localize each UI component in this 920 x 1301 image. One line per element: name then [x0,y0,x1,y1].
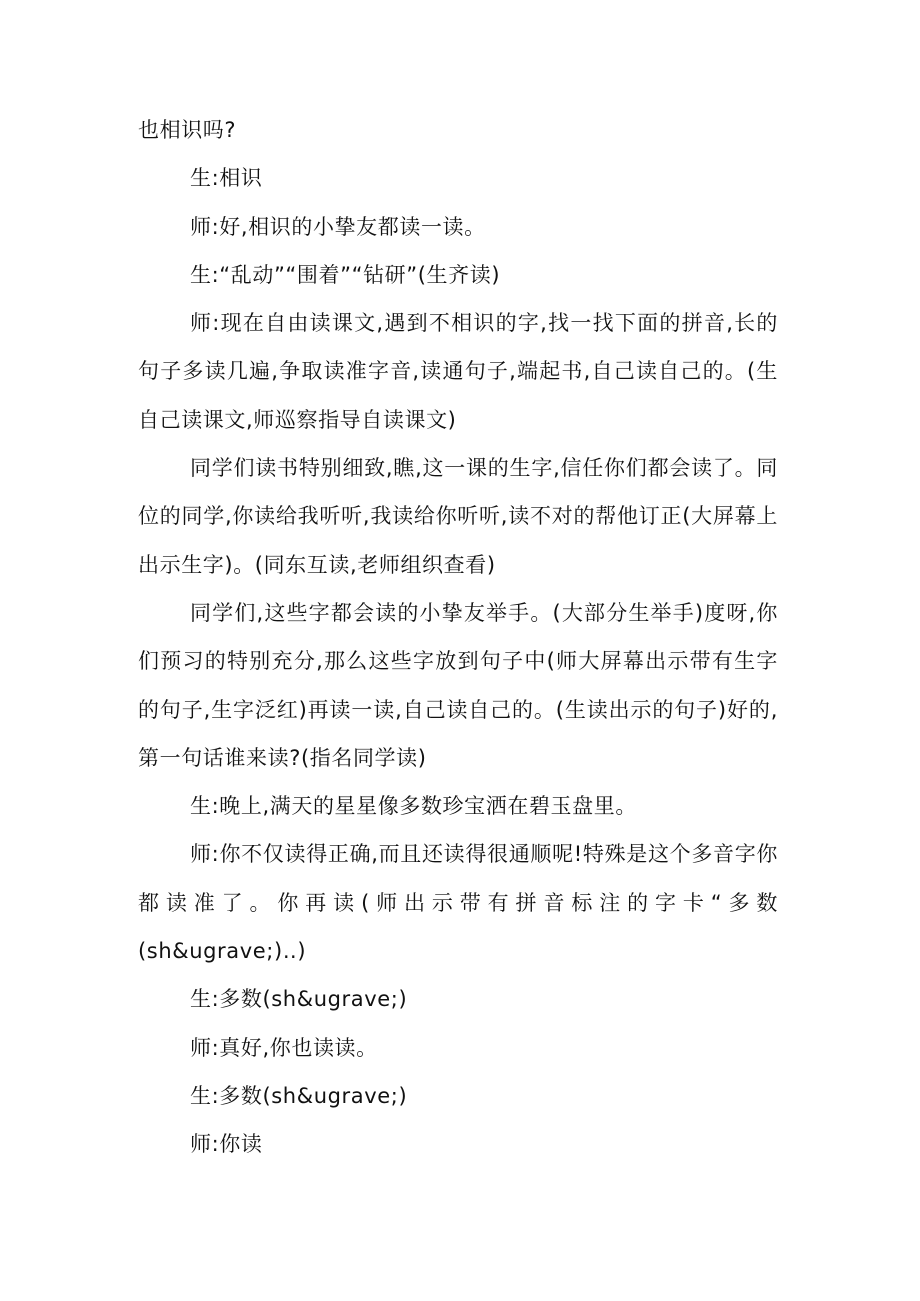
paragraph-1: 也相识吗? [138,118,237,142]
paragraph-3: 师:好,相识的小挚友都读一读。 [190,214,486,239]
paragraph-2: 生:相识 [190,166,263,191]
paragraph-12: 生:多数(sh&ugrave;) [190,1083,408,1108]
paragraph-6: 同学们读书特别细致,瞧,这一课的生字,信任你们都会读了。同位的同学,你读给我听听,我读给你听听,读不对的帮他订正(大屏幕上出示生字)。(同东互读,老师组织查看) [138,456,778,577]
paragraph-5: 师:现在自由读课文,遇到不相识的字,找一找下面的拼音,长的句子多读几遍,争取读准字音,读通句子,端起书,自己读自己的。(生自己读课文,师巡察指导自读课文) [138,311,778,432]
paragraph-8: 生:晚上,满天的星星像多数珍宝洒在碧玉盘里。 [190,794,637,819]
paragraph-9: 师:你不仅读得正确,而且还读得很通顺呢!特殊是这个多音字你都读准了。你再读(师出示带有拼音标注的字卡“多数(sh&ugrave;)‥) [138,842,778,964]
paragraph-7: 同学们,这些字都会读的小挚友举手。(大部分生举手)度呀,你们预习的特别充分,那么这些字放到句子中(师大屏幕出示带有生字的句子,生字泛红)再读一读,自己读自己的。(生读出示的句子)好的,第一句话谁来读?(指名同学读) [138,600,778,770]
paragraph-11: 师:真好,你也读读。 [190,1035,378,1060]
document-body [138,106,778,1169]
paragraph-4: 生:“乱动”“围着”“钻研”(生齐读) [190,262,501,287]
paragraph-13: 师:你读 [190,1132,263,1157]
paragraph-10: 生:多数(sh&ugrave;) [190,987,408,1012]
